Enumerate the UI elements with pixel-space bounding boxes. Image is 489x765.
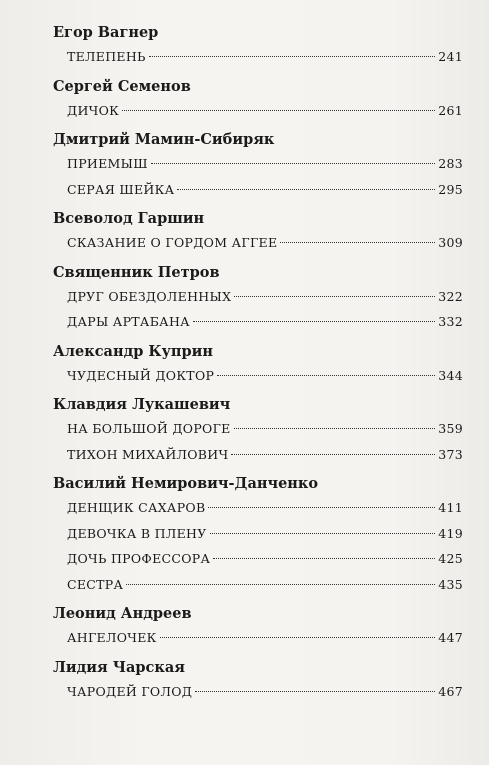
entry-title: ЧУДЕСНЫЙ ДОКТОР [67, 367, 215, 383]
toc-entry[interactable] [67, 177, 463, 203]
entry-title: СКАЗАНИЕ О ГОРДОМ АГГЕЕ [67, 235, 278, 250]
entry-title: НА БОЛЬШОЙ ДОРОГЕ [67, 421, 231, 436]
dot-leader [126, 584, 435, 585]
entry-title: ТИХОН МИХАЙЛОВИЧ [67, 446, 229, 462]
entry-page-number: 447 [438, 630, 463, 645]
entry-page-number: 419 [438, 525, 463, 541]
dot-leader [195, 691, 435, 692]
author-heading: Всеволод Гаршин [53, 210, 205, 227]
entry-title: ДРУГ ОБЕЗДОЛЕННЫХ [67, 288, 232, 304]
entry-title: ТЕЛЕПЕНЬ [67, 49, 146, 64]
toc-entry[interactable] [67, 98, 463, 124]
author-heading: Священник Петров [53, 263, 220, 281]
author-heading: Егор Вагнер [53, 24, 159, 41]
dot-leader [217, 375, 435, 376]
entry-page-number: 425 [438, 551, 463, 566]
dot-leader [149, 56, 435, 57]
toc-entry[interactable] [67, 363, 463, 389]
toc-entry[interactable] [67, 495, 463, 521]
dot-leader [280, 242, 435, 243]
entry-page-number: 467 [438, 683, 463, 699]
entry-title: ДИЧОК [67, 102, 120, 118]
author-heading: Леонид Андреев [53, 605, 192, 622]
entry-page-number: 359 [438, 421, 463, 436]
dot-leader [234, 296, 435, 297]
toc-entry[interactable] [67, 442, 463, 468]
entry-page-number: 241 [438, 49, 463, 64]
entry-title: ПРИЕМЫШ [67, 156, 148, 171]
toc-entry[interactable] [67, 572, 463, 598]
entry-title: ДЕВОЧКА В ПЛЕНУ [67, 525, 207, 541]
dot-leader [208, 507, 435, 508]
author-heading: Клавдия Лукашевич [53, 396, 231, 413]
toc-entry[interactable] [67, 521, 463, 547]
entry-page-number: 373 [438, 446, 463, 462]
author-heading: Лидия Чарская [53, 658, 185, 676]
dot-leader [177, 189, 435, 190]
toc-entry[interactable] [67, 151, 463, 177]
author-heading: Дмитрий Мамин-Сибиряк [53, 131, 275, 148]
author-heading: Сергей Семенов [53, 77, 191, 95]
dot-leader [160, 637, 436, 638]
entry-page-number: 435 [438, 576, 463, 592]
toc-entry[interactable] [67, 546, 463, 572]
toc-entry[interactable] [67, 309, 463, 335]
entry-page-number: 283 [438, 156, 463, 171]
entry-title: ДЕНЩИК САХАРОВ [67, 500, 206, 515]
toc-entry[interactable] [67, 44, 463, 70]
entry-title: ДОЧЬ ПРОФЕССОРА [67, 551, 211, 566]
toc-entry[interactable] [67, 230, 463, 256]
dot-leader [213, 558, 435, 559]
toc-entry[interactable] [67, 284, 463, 310]
entry-page-number: 411 [438, 500, 463, 515]
entry-page-number: 332 [438, 314, 463, 329]
dot-leader [193, 321, 435, 322]
toc-entry[interactable] [67, 625, 463, 651]
toc-entry[interactable] [67, 679, 463, 705]
entry-page-number: 322 [438, 288, 463, 304]
dot-leader [151, 163, 435, 164]
entry-page-number: 261 [438, 102, 463, 118]
entry-title: ЧАРОДЕЙ ГОЛОД [67, 683, 193, 699]
entry-page-number: 295 [438, 181, 463, 197]
dot-leader [234, 428, 436, 429]
dot-leader [231, 454, 435, 455]
entry-title: СЕСТРА [67, 576, 124, 592]
dot-leader [122, 110, 435, 111]
author-heading: Александр Куприн [53, 342, 214, 360]
entry-title: ДАРЫ АРТАБАНА [67, 314, 190, 329]
table-of-contents [53, 22, 463, 704]
dot-leader [210, 533, 436, 534]
toc-entry[interactable] [67, 416, 463, 442]
entry-title: АНГЕЛОЧЕК [67, 630, 157, 645]
entry-page-number: 344 [438, 367, 463, 383]
entry-page-number: 309 [438, 235, 463, 250]
author-heading: Василий Немирович-Данченко [53, 475, 319, 492]
entry-title: СЕРАЯ ШЕЙКА [67, 181, 175, 197]
